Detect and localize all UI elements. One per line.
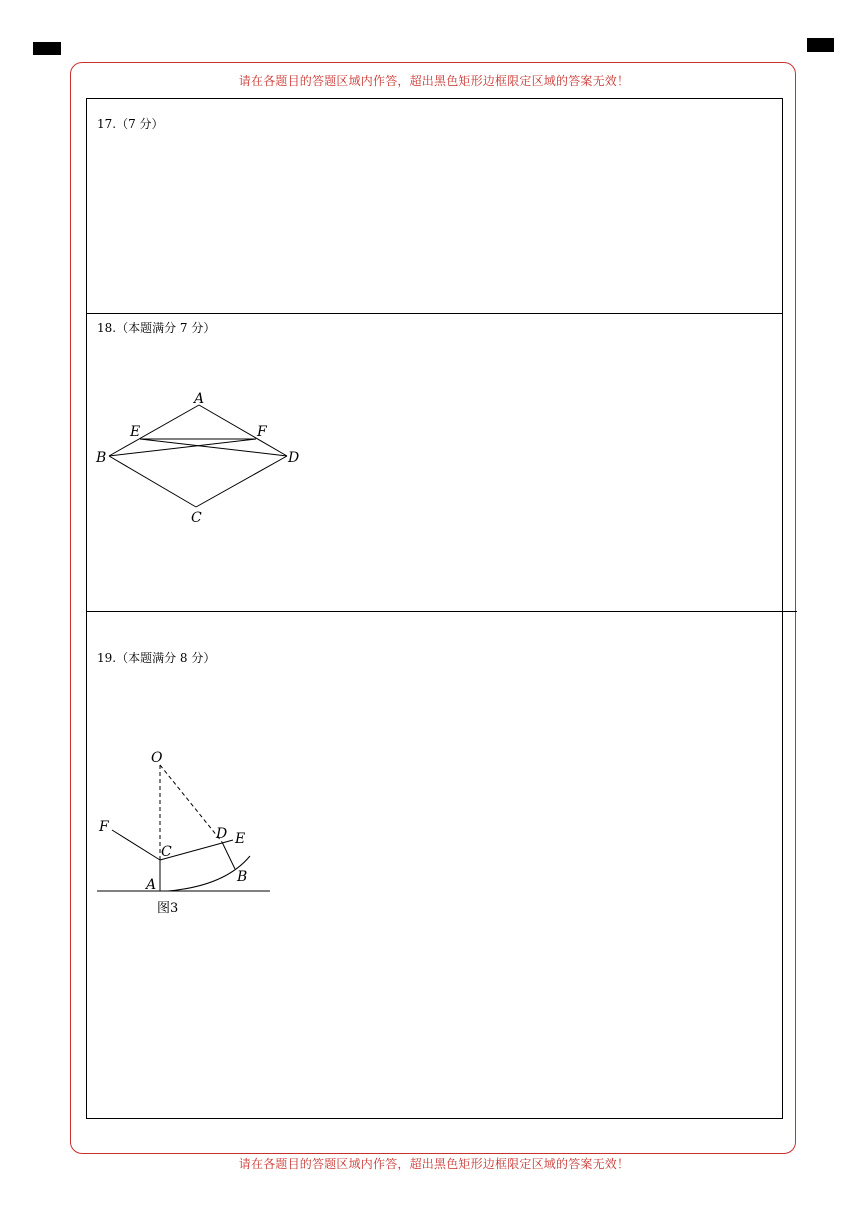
point-label-B: B xyxy=(237,869,248,885)
point-label-E: E xyxy=(130,424,141,440)
point-label-F: F xyxy=(257,424,267,440)
point-label-C: C xyxy=(161,844,172,860)
segment-DC xyxy=(196,456,287,507)
registration-marker-right xyxy=(807,38,834,52)
point-label-C: C xyxy=(191,510,202,526)
answer-area-box xyxy=(86,98,783,1119)
segment-AD xyxy=(199,405,287,456)
segment-ED xyxy=(140,439,287,456)
segment-BF xyxy=(109,439,256,456)
figure-18-rhombus xyxy=(92,388,322,528)
bottom-notice: 请在各题目的答题区域内作答，超出黑色矩形边框限定区域的答案无效！ xyxy=(238,1157,630,1171)
segment-FC xyxy=(112,830,160,860)
point-label-D: D xyxy=(288,450,300,466)
point-label-B: B xyxy=(96,450,107,466)
segment-BA xyxy=(109,405,199,456)
point-label-A: A xyxy=(146,877,157,893)
divider-18-19 xyxy=(86,611,797,612)
point-label-A: A xyxy=(194,391,205,407)
segment-DB xyxy=(222,842,235,869)
point-label-D: D xyxy=(216,826,228,842)
top-notice: 请在各题目的答题区域内作答，超出黑色矩形边框限定区域的答案无效！ xyxy=(238,74,630,88)
point-label-O: O xyxy=(151,750,163,766)
point-label-F: F xyxy=(99,819,109,835)
dashed-OD xyxy=(160,765,222,842)
segment-CB xyxy=(109,456,196,507)
figure-caption: 图3 xyxy=(157,901,179,916)
divider-17-18 xyxy=(86,313,783,314)
point-label-E: E xyxy=(235,831,246,847)
registration-marker-left xyxy=(33,42,61,55)
question-17-label: 17.（7 分） xyxy=(97,117,164,131)
question-18-label: 18.（本题满分 7 分） xyxy=(97,321,216,335)
question-19-label: 19.（本题满分 8 分） xyxy=(97,651,216,665)
figure-19-diagram xyxy=(94,745,274,920)
